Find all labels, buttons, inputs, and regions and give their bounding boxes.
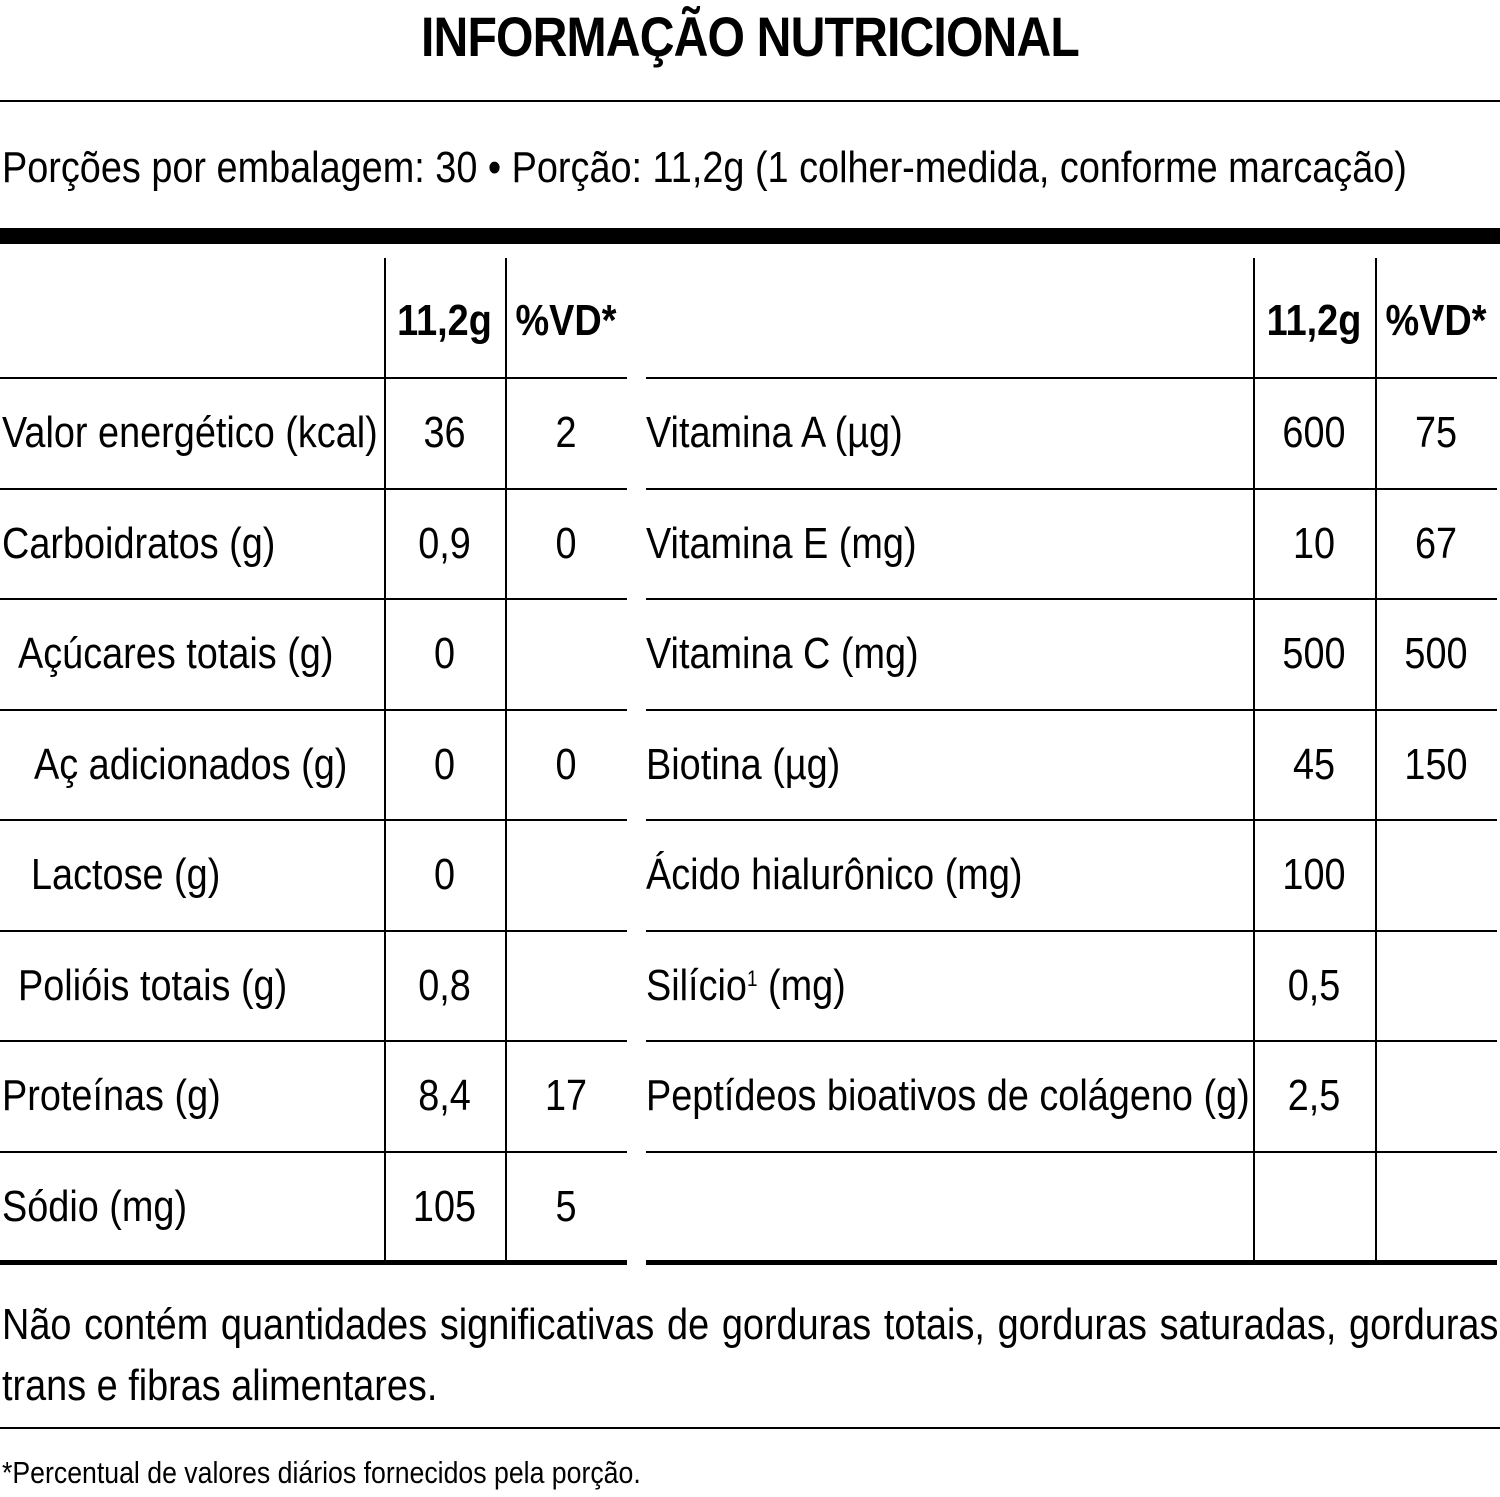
right-row-rule <box>646 377 1497 379</box>
left-nutrient-vd: 0 <box>555 518 577 568</box>
right-row-rule <box>646 819 1497 821</box>
right-header-vd: %VD* <box>1385 296 1487 345</box>
left-col-divider-2 <box>505 258 507 1262</box>
right-col-divider-1 <box>1253 258 1255 1262</box>
nutrition-note: Não contém quantidades significativas de gorduras totais, gorduras saturadas, gorduras trans e fibras alimentares. <box>2 1300 1499 1410</box>
left-row-rule <box>0 488 627 490</box>
left-nutrient-label: Proteínas (g) <box>2 1071 221 1120</box>
left-row-rule <box>0 377 627 379</box>
left-nutrient-label: Aç adicionados (g) <box>34 739 348 789</box>
note-divider <box>0 1427 1500 1429</box>
right-row-rule <box>646 1040 1497 1042</box>
left-nutrient-vd: 2 <box>555 408 577 457</box>
thick-header-bar <box>0 228 1500 244</box>
left-row-rule <box>0 1040 627 1042</box>
footnote: *Percentual de valores diários fornecidos pela porção. <box>2 1455 641 1490</box>
right-nutrient-label: Ácido hialurônico (mg) <box>646 850 1023 899</box>
right-nutrient-vd: 500 <box>1404 629 1468 678</box>
left-row-rule <box>0 598 627 600</box>
left-nutrient-label: Polióis totais (g) <box>18 960 288 1010</box>
right-nutrient-qty: 45 <box>1292 739 1336 789</box>
left-nutrient-label: Sódio (mg) <box>2 1181 188 1231</box>
left-nutrient-qty: 0,8 <box>418 960 471 1010</box>
left-table-bottom-rule <box>0 1260 627 1265</box>
right-nutrient-label: Vitamina A (µg) <box>646 408 903 457</box>
right-row-rule <box>646 598 1497 600</box>
left-nutrient-qty: 0 <box>433 739 456 789</box>
left-nutrient-vd: 0 <box>555 739 577 789</box>
left-nutrient-qty: 0 <box>433 629 456 678</box>
right-nutrient-qty: 2,5 <box>1287 1071 1341 1120</box>
portion-info: Porções por embalagem: 30 • Porção: 11,2g (1 colher-medida, conforme marcação) <box>2 143 1407 192</box>
right-nutrient-label <box>646 961 846 1011</box>
right-col-divider-2 <box>1375 258 1377 1262</box>
title-divider <box>0 100 1500 102</box>
right-nutrient-qty: 100 <box>1282 850 1346 899</box>
right-nutrient-qty: 600 <box>1282 408 1346 457</box>
right-row-rule <box>646 709 1497 711</box>
left-nutrient-qty: 0 <box>433 850 456 899</box>
left-row-rule <box>0 819 627 821</box>
right-row-rule <box>646 1151 1497 1153</box>
left-nutrient-qty: 0,9 <box>418 518 471 568</box>
right-row-rule <box>646 930 1497 932</box>
left-nutrient-label: Valor energético (kcal) <box>2 408 378 457</box>
right-nutrient-label: Vitamina C (mg) <box>646 629 919 678</box>
left-header-vd: %VD* <box>515 296 617 345</box>
right-nutrient-qty: 500 <box>1282 629 1346 678</box>
right-nutrient-vd: 67 <box>1414 518 1458 568</box>
right-nutrient-vd: 75 <box>1414 408 1458 457</box>
left-nutrient-qty: 36 <box>423 408 466 457</box>
right-nutrient-qty: 0,5 <box>1287 960 1341 1010</box>
left-nutrient-label: Açúcares totais (g) <box>18 629 334 678</box>
left-header-qty: 11,2g <box>397 296 492 345</box>
left-nutrient-label: Lactose (g) <box>31 850 221 899</box>
left-nutrient-vd: 5 <box>555 1181 577 1231</box>
footnote-marker: 1 <box>746 965 758 991</box>
right-nutrient-label: Vitamina E (mg) <box>646 518 917 568</box>
left-nutrient-vd: 17 <box>544 1071 588 1120</box>
right-nutrient-label: Biotina (µg) <box>646 739 841 789</box>
left-nutrient-qty: 8,4 <box>418 1071 471 1120</box>
left-nutrient-label: Carboidratos (g) <box>2 518 276 568</box>
left-row-rule <box>0 1151 627 1153</box>
panel-title: INFORMAÇÃO NUTRICIONAL <box>421 5 1079 68</box>
nutrient-unit: (mg) <box>757 960 846 1010</box>
right-header-qty: 11,2g <box>1266 296 1362 345</box>
left-row-rule <box>0 930 627 932</box>
left-row-rule <box>0 709 627 711</box>
nutrient-name: Silício <box>646 960 747 1010</box>
right-nutrient-vd: 150 <box>1404 739 1468 789</box>
right-row-rule <box>646 488 1497 490</box>
right-nutrient-label: Peptídeos bioativos de colágeno (g) <box>646 1071 1250 1120</box>
left-col-divider-1 <box>384 258 386 1262</box>
left-nutrient-qty: 105 <box>412 1181 477 1231</box>
right-nutrient-qty: 10 <box>1292 518 1336 568</box>
right-table-bottom-rule <box>646 1260 1497 1265</box>
